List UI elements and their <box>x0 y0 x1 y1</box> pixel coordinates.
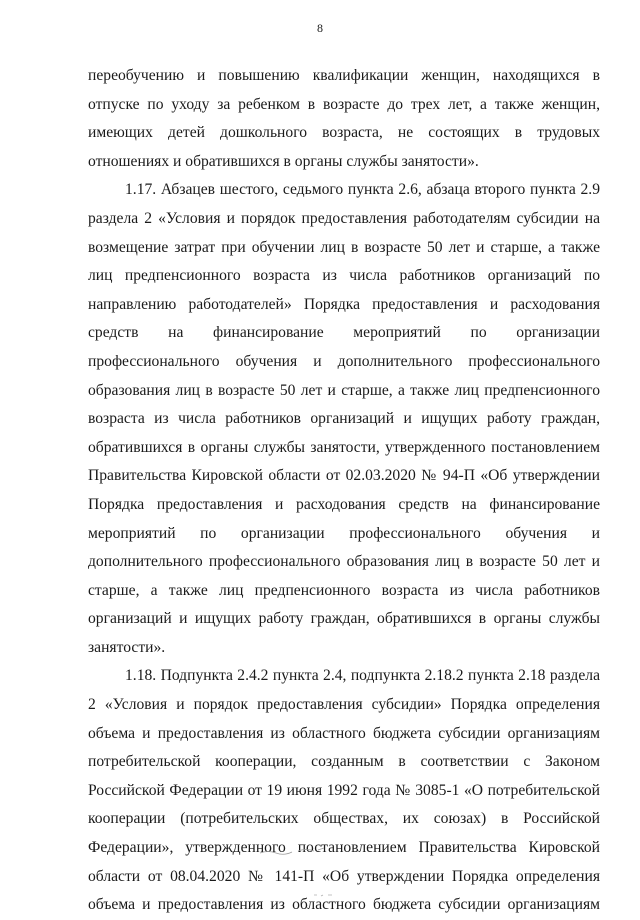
paragraph-1-18: 1.18. Подпункта 2.4.2 пункта 2.4, подпункта 2.18.2 пункта 2.18 раздела 2 «Условия и порядок предоставления субсидии» Порядка определения объема и предоставления из областного бюджета субсидии организациям потребительской кооперации, созданным в соответствии с Законом Российской Федерации от 19 июня 1992 года № 3085-1 «О потребительской кооперации (потребительских обществах, их союзах) в Российской Федерации», утвержденного постановлением Правительства Кировской области от 08.04.2020 № 141-П «Об утверждении Порядка определения объема и предоставления из областного бюджета субсидии организациям <box>88 667 600 914</box>
paragraph-1-17: 1.17. Абзацев шестого, седьмого пункта 2.6, абзаца второго пункта 2.9 раздела 2 «Условия и порядок предоставления работодателям субсидии на возмещение затрат при обучении лиц в возрасте 50 лет и старше, а также лиц предпенсионного возраста из числа работников организаций по направлению работодателей» Порядка предоставления и расходования средств на финансирование мероприятий по организации профессионального обучения и дополнительного профессионального образования лиц в возрасте 50 лет и старше, а также лиц предпенсионного возраста из числа работников организаций и ищущих работу граждан, обратившихся в органы службы занятости, утвержденного постановлением Правительства Кировской области от 02.03.2020 № 94-П «Об утверждении Порядка предоставления и расходования средств на финансирование мероприятий по организации профессионального обучения и дополнительного профессионального образования лиц в возрасте 50 лет и старше, а также лиц предпенсионного возраста из числа работников организаций и ищущих работу граждан, обратившихся в органы службы занятости». <box>88 181 600 656</box>
document-body <box>88 62 600 920</box>
page-number: 8 <box>317 21 323 35</box>
scan-artifact <box>258 846 328 856</box>
paragraph-continuation: переобучению и повышению квалификации женщин, находящихся в отпуске по уходу за ребенком в возрасте до трех лет, а также женщин, имеющих детей дошкольного возраста, не состоящих в трудовых отношениях и обратившихся в органы службы занятости». <box>88 67 600 170</box>
scan-artifact-bottom <box>312 891 342 899</box>
